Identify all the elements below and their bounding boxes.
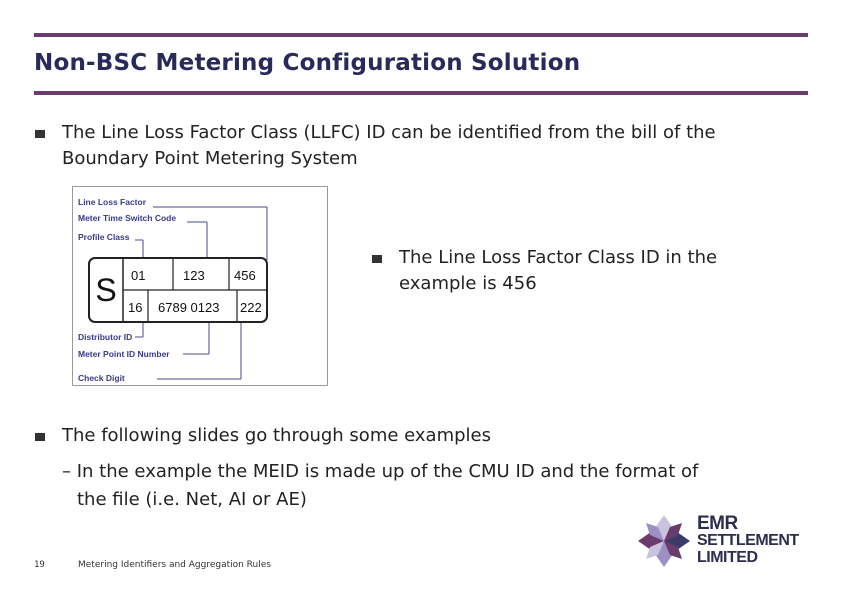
label-line-loss-factor: Line Loss Factor xyxy=(78,197,147,207)
label-meter-time-switch-code: Meter Time Switch Code xyxy=(78,213,177,223)
check-digit-value: 222 xyxy=(240,300,262,315)
sub-bullet-line-1 xyxy=(62,458,822,486)
label-meter-point-id-number: Meter Point ID Number xyxy=(78,349,170,359)
bullet-line: The Line Loss Factor Class (LLFC) ID can be identified from the bill of the xyxy=(62,122,716,143)
slide-title: Non-BSC Metering Configuration Solution xyxy=(34,50,581,76)
bullet-llfc-id xyxy=(62,120,822,172)
title-underline-rule xyxy=(34,91,808,95)
bullet-following-slides xyxy=(62,423,822,449)
bullet-line: Boundary Point Metering System xyxy=(62,148,358,169)
mpan-diagram-svg xyxy=(73,187,327,385)
meter-point-id-value: 6789 0123 xyxy=(158,300,220,315)
label-check-digit: Check Digit xyxy=(78,373,125,383)
sub-bullet-dash: – xyxy=(62,461,71,482)
bullet-line: The following slides go through some examples xyxy=(62,425,492,446)
distributor-id-value: 16 xyxy=(128,300,143,315)
profile-class-value: 01 xyxy=(131,268,146,283)
footer-text: Metering Identifiers and Aggregation Rules xyxy=(78,560,271,570)
bullet-square-icon xyxy=(372,255,382,263)
bullet-llfc-example xyxy=(399,245,799,297)
top-rule xyxy=(34,33,808,37)
bullet-square-icon xyxy=(35,433,45,441)
bullet-line: example is 456 xyxy=(399,273,537,294)
logo-text-limited: LIMITED xyxy=(697,549,758,566)
bullet-line: The Line Loss Factor Class ID in the xyxy=(399,247,718,268)
sub-bullet-text: In the example the MEID is made up of the CMU ID and the format of xyxy=(76,461,699,482)
logo-text-emr: EMR xyxy=(697,513,738,534)
page-number: 19 xyxy=(34,560,45,570)
mpan-diagram xyxy=(72,186,328,386)
label-distributor-id: Distributor ID xyxy=(78,332,133,342)
logo-text-settlement: SETTLEMENT xyxy=(697,532,799,549)
supply-letter-s: S xyxy=(95,272,117,308)
label-profile-class: Profile Class xyxy=(78,232,130,242)
sub-bullet-line-2: the file (i.e. Net, AI or AE) xyxy=(77,489,307,510)
sub-bullet-meid xyxy=(62,458,822,514)
mtc-value: 123 xyxy=(183,268,205,283)
llfc-value: 456 xyxy=(234,268,256,283)
bullet-square-icon xyxy=(35,130,45,138)
